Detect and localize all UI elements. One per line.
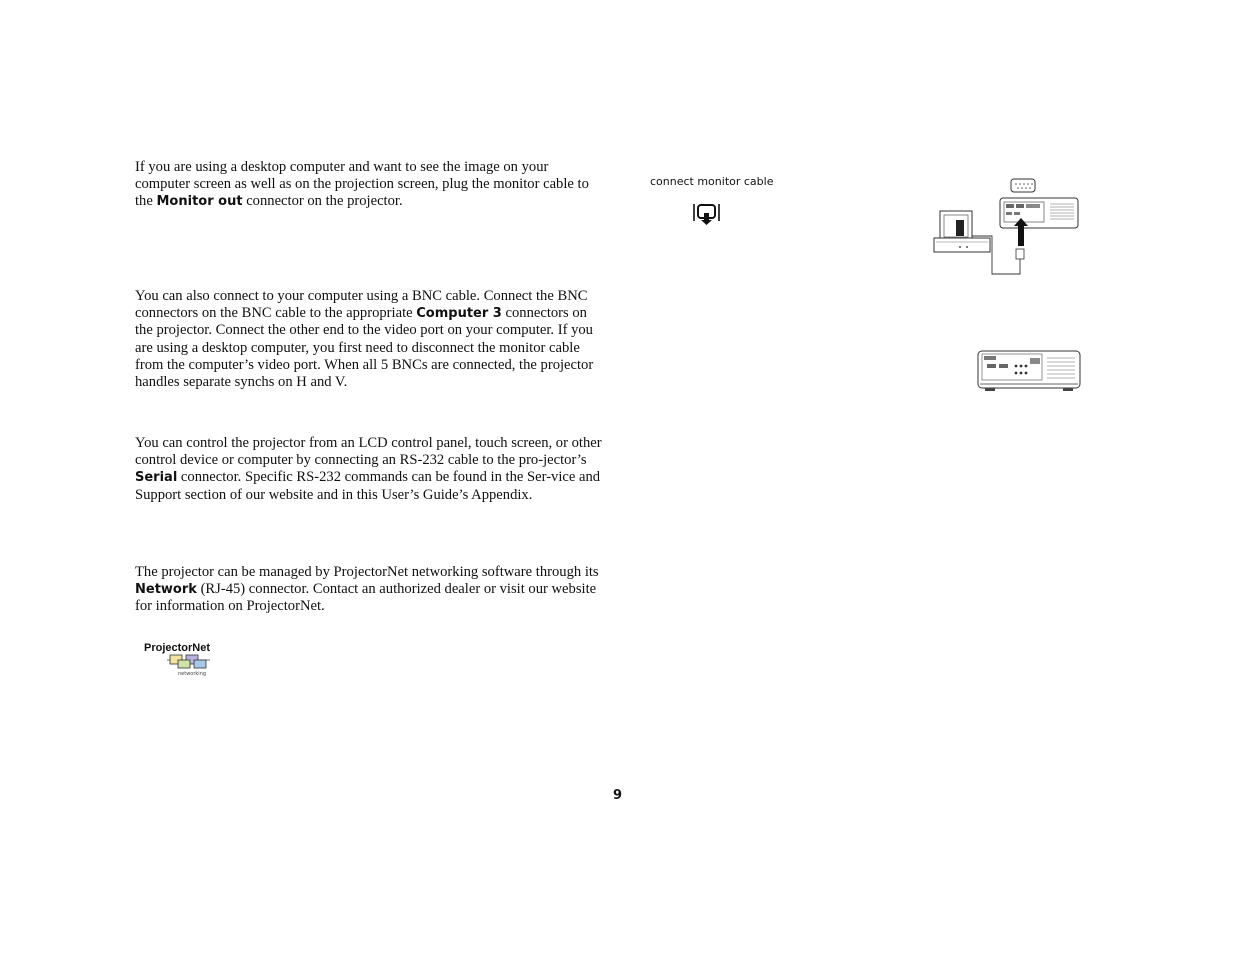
network-paragraph xyxy=(135,564,605,616)
bnc-paragraph xyxy=(135,288,605,391)
computer3-term: Computer 3 xyxy=(416,306,502,322)
logo-subtitle: networking xyxy=(178,671,207,677)
network-text-end: (RJ-45) connector. Contact an authorized dealer or visit our website for information on ProjectorNet. xyxy=(135,581,597,615)
serial-paragraph xyxy=(135,435,605,504)
network-text: The projector can be managed by ProjectorNet networking software through its xyxy=(135,564,599,580)
bnc-text: You can also connect to your computer using a BNC cable. Connect the BNC connectors on the BNC cable to the appropriate xyxy=(135,288,588,322)
monitor-out-text: If you are using a desktop computer and want to see the image on your computer screen as well as on the projection screen, plug the monitor cable to the xyxy=(135,159,589,210)
projector-rear-diagram xyxy=(975,348,1083,399)
serial-text: You can control the projector from an LCD control panel, touch screen, or other control device or computer by connecting an RS-232 cable to the pro-jector’s xyxy=(135,435,602,469)
logo-title: ProjectorNet xyxy=(144,642,211,654)
projectornet-logo xyxy=(140,638,220,687)
monitor-out-icon xyxy=(692,201,722,232)
page-number: 9 xyxy=(612,788,623,803)
projector-monitor-diagram xyxy=(930,176,1085,283)
serial-term: Serial xyxy=(135,470,178,486)
monitor-out-term: Monitor out xyxy=(156,194,243,210)
serial-text-end: connector. Specific RS-232 commands can be found in the Ser-vice and Support section of our website and in this User’s Guide’s Appendix. xyxy=(135,469,601,503)
figure-caption: connect monitor cable xyxy=(650,175,774,188)
monitor-out-paragraph xyxy=(135,159,605,211)
bnc-text-end: connectors on the projector. Connect the other end to the video port on your computer. If you are using a desktop computer, you first need to disconnect the monitor cable from the computer’s video port. When all 5 BNCs are connected, the projector handles separate synchs on H and V. xyxy=(135,305,594,391)
monitor-out-text-end: connector on the projector. xyxy=(242,193,403,210)
network-term: Network xyxy=(135,582,197,598)
